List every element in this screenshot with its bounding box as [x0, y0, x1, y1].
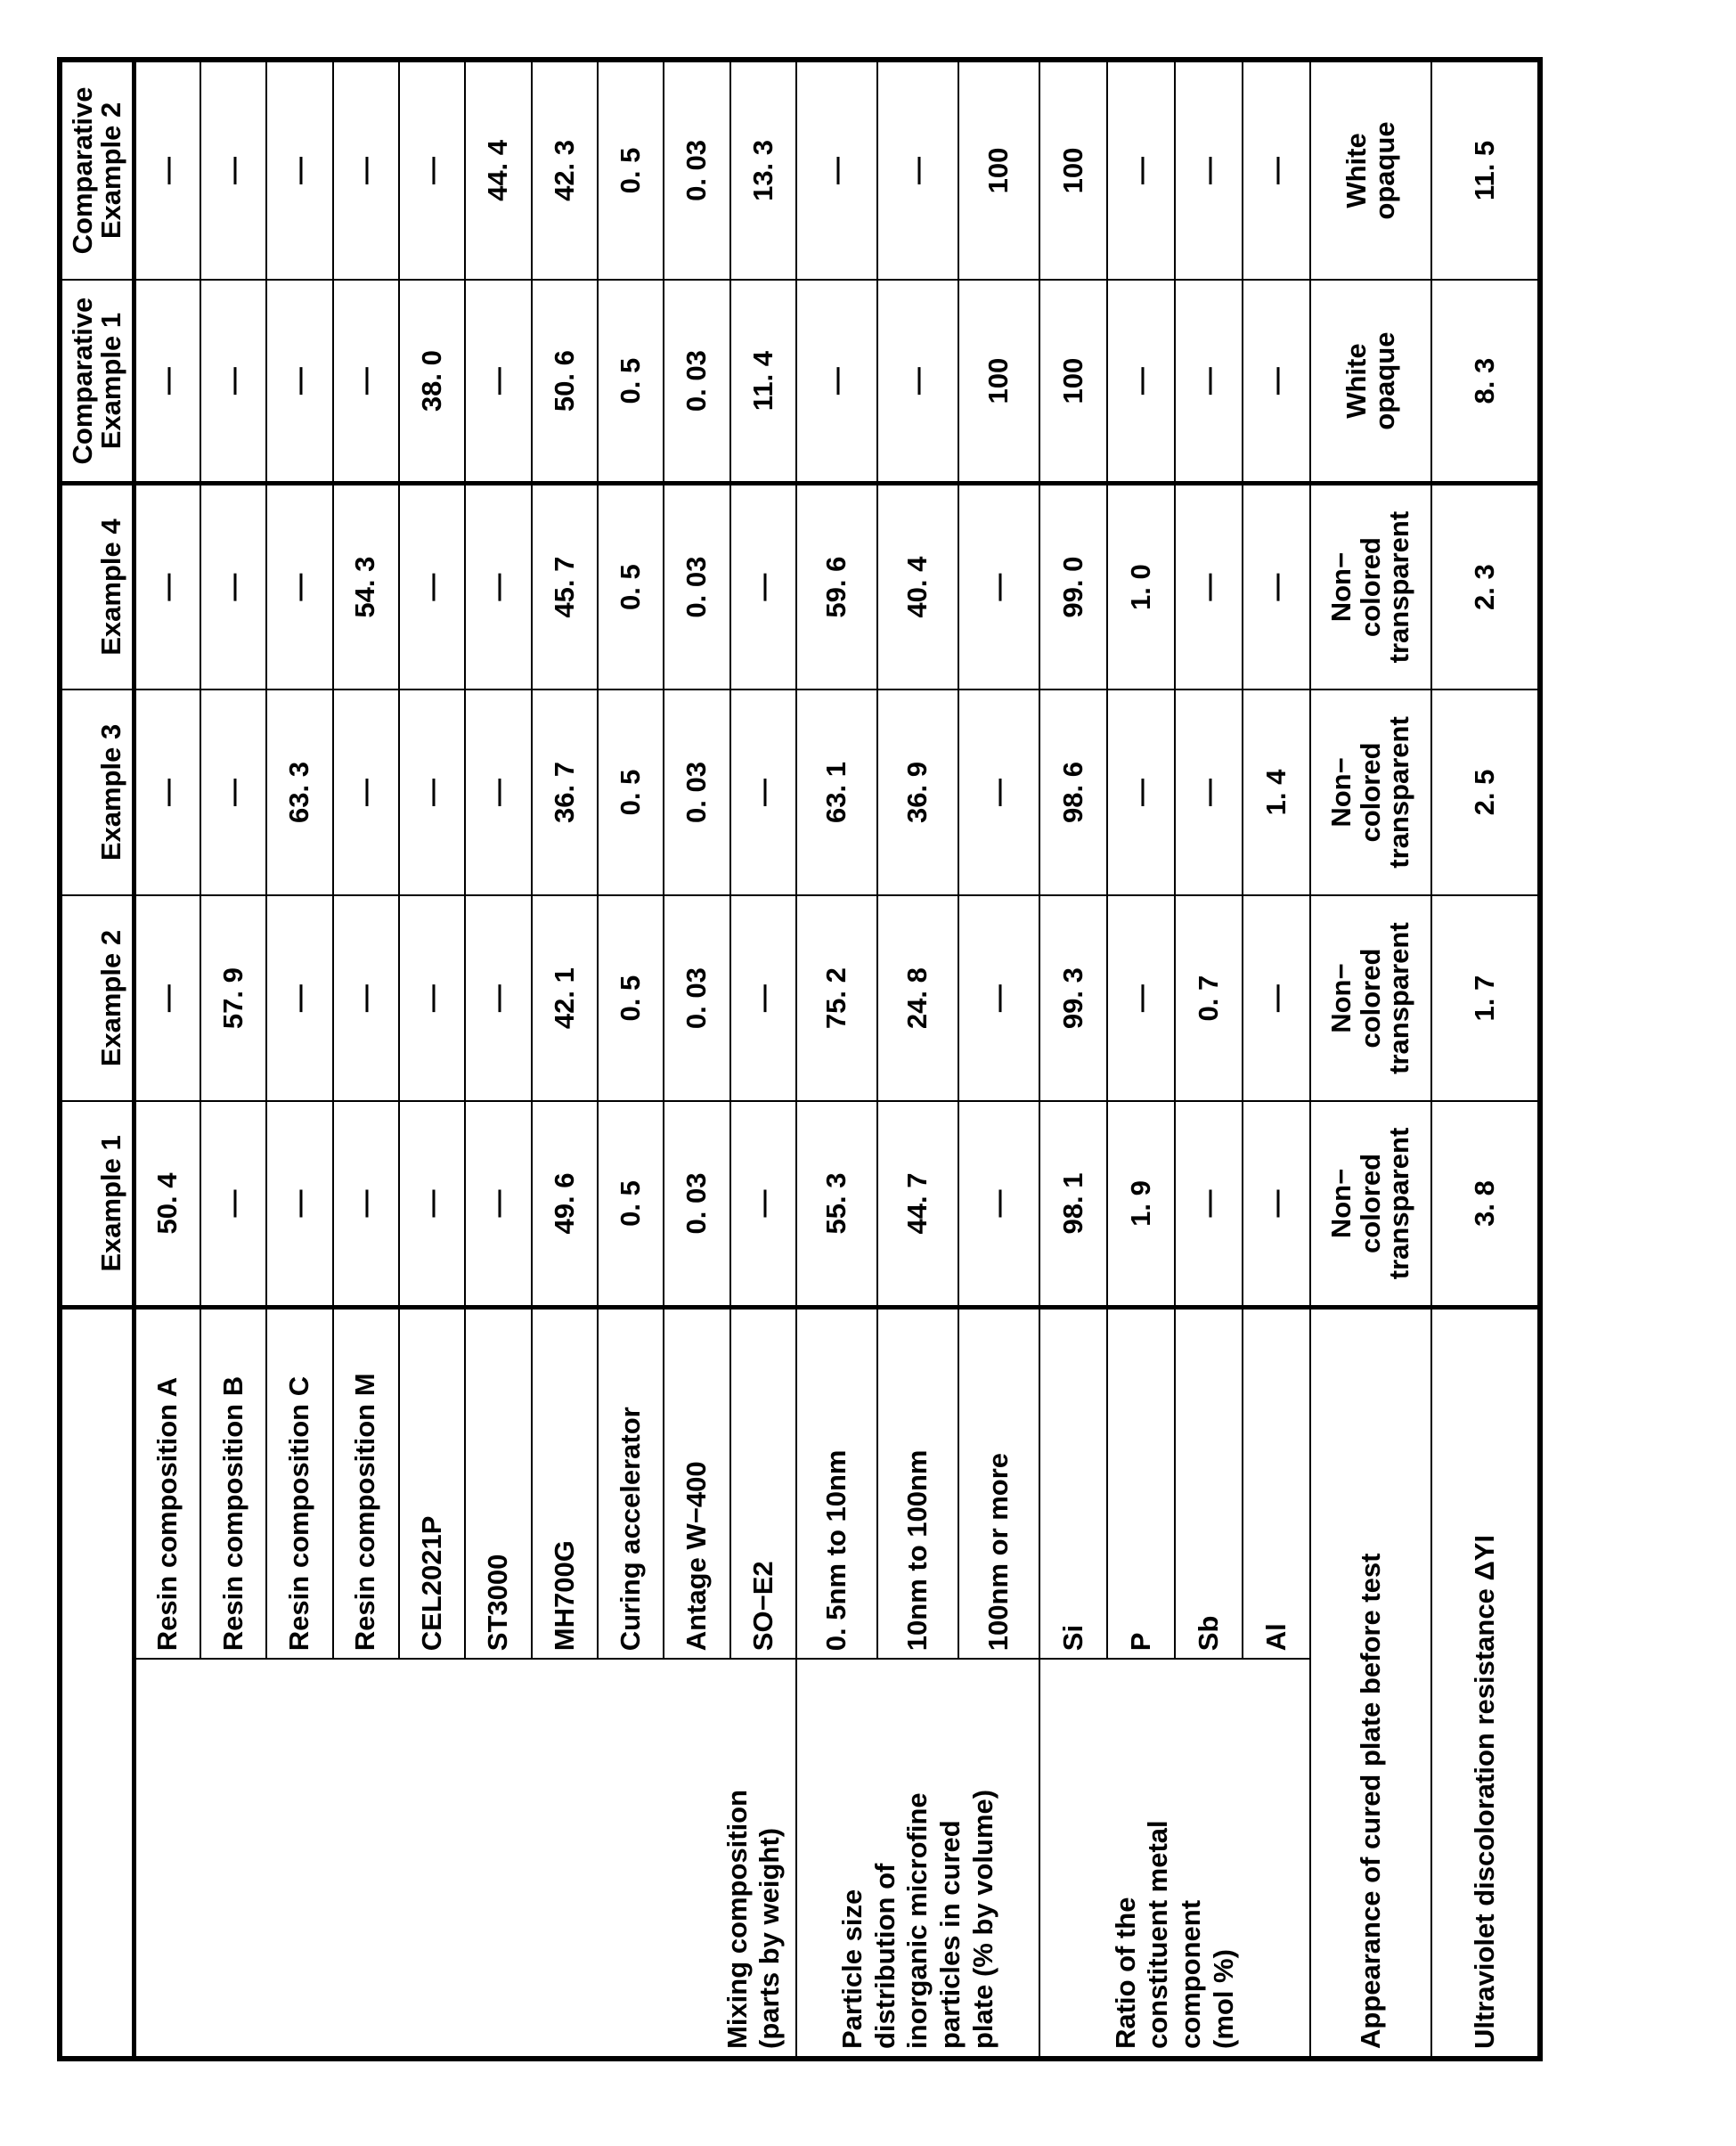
row-label: 100nm or more	[958, 1307, 1039, 1659]
table-cell: 44. 7	[877, 1101, 958, 1307]
table-cell: 63. 3	[266, 689, 332, 895]
row-label: Resin composition B	[200, 1307, 266, 1659]
table-cell: —	[266, 484, 332, 689]
table-cell: 45. 7	[532, 484, 598, 689]
table-cell: Non− colored transparent	[1310, 895, 1432, 1101]
table-cell: —	[200, 484, 266, 689]
table-cell: 0. 5	[598, 484, 664, 689]
column-header: Comparative Example 1	[60, 280, 134, 484]
table-cell: —	[399, 1101, 465, 1307]
table-cell: —	[958, 1101, 1039, 1307]
row-label: 10nm to 100nm	[877, 1307, 958, 1659]
table-cell: 98. 6	[1039, 689, 1107, 895]
table-cell: 3. 8	[1431, 1101, 1540, 1307]
table-cell: —	[1243, 60, 1310, 280]
table-cell: 0. 5	[598, 280, 664, 484]
table-cell: 0. 5	[598, 60, 664, 280]
table-cell: —	[134, 60, 200, 280]
table-cell: 24. 8	[877, 895, 958, 1101]
table-cell: —	[465, 280, 531, 484]
table-cell: —	[333, 60, 399, 280]
row-label: MH700G	[532, 1307, 598, 1659]
table-cell: —	[1243, 895, 1310, 1101]
group-label: Mixing composition (parts by weight)	[134, 1659, 796, 2059]
table-cell: —	[399, 60, 465, 280]
table-cell: —	[730, 1101, 796, 1307]
table-cell: 0. 5	[598, 895, 664, 1101]
header-row	[60, 60, 134, 2059]
corner-cell	[60, 1307, 134, 2059]
table-cell: —	[1175, 1101, 1243, 1307]
table-cell: 44. 4	[465, 60, 531, 280]
row-label: Si	[1039, 1307, 1107, 1659]
table-row	[796, 60, 877, 2059]
table-cell: —	[266, 895, 332, 1101]
table-cell: 50. 6	[532, 280, 598, 484]
row-label: Appearance of cured plate before test	[1310, 1307, 1432, 2059]
table-cell: 0. 03	[664, 484, 729, 689]
table-cell: —	[958, 484, 1039, 689]
row-label: Resin composition C	[266, 1307, 332, 1659]
row-label: P	[1107, 1307, 1175, 1659]
table-cell: —	[877, 60, 958, 280]
table-cell: —	[134, 484, 200, 689]
row-label: Antage W−400	[664, 1307, 729, 1659]
table-cell: 99. 3	[1039, 895, 1107, 1101]
table-cell: 1. 4	[1243, 689, 1310, 895]
table-cell: 99. 0	[1039, 484, 1107, 689]
table-cell: 11. 4	[730, 280, 796, 484]
table-body	[60, 60, 1540, 2059]
table-cell: —	[333, 280, 399, 484]
table-cell: —	[465, 895, 531, 1101]
table-cell: 55. 3	[796, 1101, 877, 1307]
table-cell: —	[796, 60, 877, 280]
table-rotator	[57, 57, 1543, 2061]
table-cell: —	[730, 484, 796, 689]
table-cell: 13. 3	[730, 60, 796, 280]
table-cell: 1. 0	[1107, 484, 1175, 689]
table-cell: 1. 7	[1431, 895, 1540, 1101]
table-cell: 63. 1	[796, 689, 877, 895]
table-cell: —	[1175, 689, 1243, 895]
table-cell: —	[1175, 60, 1243, 280]
table-cell: —	[1107, 280, 1175, 484]
table-cell: —	[266, 280, 332, 484]
table-cell: 0. 03	[664, 689, 729, 895]
table-cell: —	[958, 689, 1039, 895]
table-row	[134, 60, 200, 2059]
table-cell: 0. 7	[1175, 895, 1243, 1101]
table-cell: 100	[1039, 60, 1107, 280]
table-cell: —	[200, 60, 266, 280]
table-cell: 0. 5	[598, 1101, 664, 1307]
table-row	[1039, 60, 1107, 2059]
table-cell: —	[200, 689, 266, 895]
row-label: SO−E2	[730, 1307, 796, 1659]
table-cell: 2. 5	[1431, 689, 1540, 895]
group-label: Ratio of the constituent metal component (mol %)	[1039, 1659, 1310, 2059]
table-cell: 75. 2	[796, 895, 877, 1101]
table-cell: 0. 5	[598, 689, 664, 895]
table-cell: —	[465, 484, 531, 689]
table-cell: —	[465, 689, 531, 895]
table-cell: —	[465, 1101, 531, 1307]
table-cell: 0. 03	[664, 895, 729, 1101]
table-cell: 2. 3	[1431, 484, 1540, 689]
column-header: Example 1	[60, 1101, 134, 1307]
row-label: Ultraviolet discoloration resistance ΔYI	[1431, 1307, 1540, 2059]
table-cell: 57. 9	[200, 895, 266, 1101]
table-cell: Non− colored transparent	[1310, 484, 1432, 689]
table-cell: Non− colored transparent	[1310, 689, 1432, 895]
column-header: Example 2	[60, 895, 134, 1101]
table-cell: 36. 9	[877, 689, 958, 895]
table-cell: —	[399, 895, 465, 1101]
table-cell: —	[333, 1101, 399, 1307]
table-cell: 54. 3	[333, 484, 399, 689]
table-cell: —	[399, 484, 465, 689]
table-cell: 100	[958, 60, 1039, 280]
table-cell: Non− colored transparent	[1310, 1101, 1432, 1307]
table-cell: —	[134, 280, 200, 484]
table-cell: —	[796, 280, 877, 484]
table-cell: —	[877, 280, 958, 484]
table-cell: 0. 03	[664, 280, 729, 484]
table-cell: White opaque	[1310, 60, 1432, 280]
column-header: Example 4	[60, 484, 134, 689]
row-label: 0. 5nm to 10nm	[796, 1307, 877, 1659]
rotated-table-frame	[57, 57, 1543, 2061]
table-cell: 1. 9	[1107, 1101, 1175, 1307]
table-cell: —	[200, 280, 266, 484]
table-cell: —	[266, 1101, 332, 1307]
table-cell: —	[333, 895, 399, 1101]
table-cell: —	[1175, 484, 1243, 689]
table-cell: 36. 7	[532, 689, 598, 895]
table-cell: —	[266, 60, 332, 280]
table-cell: 38. 0	[399, 280, 465, 484]
column-header: Comparative Example 2	[60, 60, 134, 280]
table-cell: 100	[1039, 280, 1107, 484]
table-cell: 42. 1	[532, 895, 598, 1101]
table-cell: —	[1243, 280, 1310, 484]
table-cell: 8. 3	[1431, 280, 1540, 484]
table-cell: —	[200, 1101, 266, 1307]
group-label: Particle size distribution of inorganic microfine particles in cured plate (% by volume)	[796, 1659, 1039, 2059]
table-cell: —	[399, 689, 465, 895]
table-cell: —	[333, 689, 399, 895]
table-cell: 40. 4	[877, 484, 958, 689]
table-row	[1431, 60, 1540, 2059]
table-cell: —	[1175, 280, 1243, 484]
table-cell: —	[1243, 1101, 1310, 1307]
table-cell: —	[730, 689, 796, 895]
table-cell: —	[1243, 484, 1310, 689]
table-cell: —	[1107, 895, 1175, 1101]
table-cell: 59. 6	[796, 484, 877, 689]
table-cell: White opaque	[1310, 280, 1432, 484]
row-label: Curing accelerator	[598, 1307, 664, 1659]
table-cell: 49. 6	[532, 1101, 598, 1307]
row-label: Sb	[1175, 1307, 1243, 1659]
table-cell: —	[1107, 60, 1175, 280]
table-cell: 0. 03	[664, 1101, 729, 1307]
table-cell: 11. 5	[1431, 60, 1540, 280]
table-cell: 0. 03	[664, 60, 729, 280]
row-label: CEL2021P	[399, 1307, 465, 1659]
table-cell: —	[1107, 689, 1175, 895]
row-label: ST3000	[465, 1307, 531, 1659]
row-label: Resin composition M	[333, 1307, 399, 1659]
table-cell: —	[134, 689, 200, 895]
table-cell: —	[134, 895, 200, 1101]
row-label: Al	[1243, 1307, 1310, 1659]
table-cell: 98. 1	[1039, 1101, 1107, 1307]
column-header: Example 3	[60, 689, 134, 895]
table-cell: 50. 4	[134, 1101, 200, 1307]
table-cell: —	[958, 895, 1039, 1101]
row-label: Resin composition A	[134, 1307, 200, 1659]
table-cell: 42. 3	[532, 60, 598, 280]
table-row	[1310, 60, 1432, 2059]
table-cell: 100	[958, 280, 1039, 484]
results-table	[57, 57, 1543, 2061]
table-cell: —	[730, 895, 796, 1101]
